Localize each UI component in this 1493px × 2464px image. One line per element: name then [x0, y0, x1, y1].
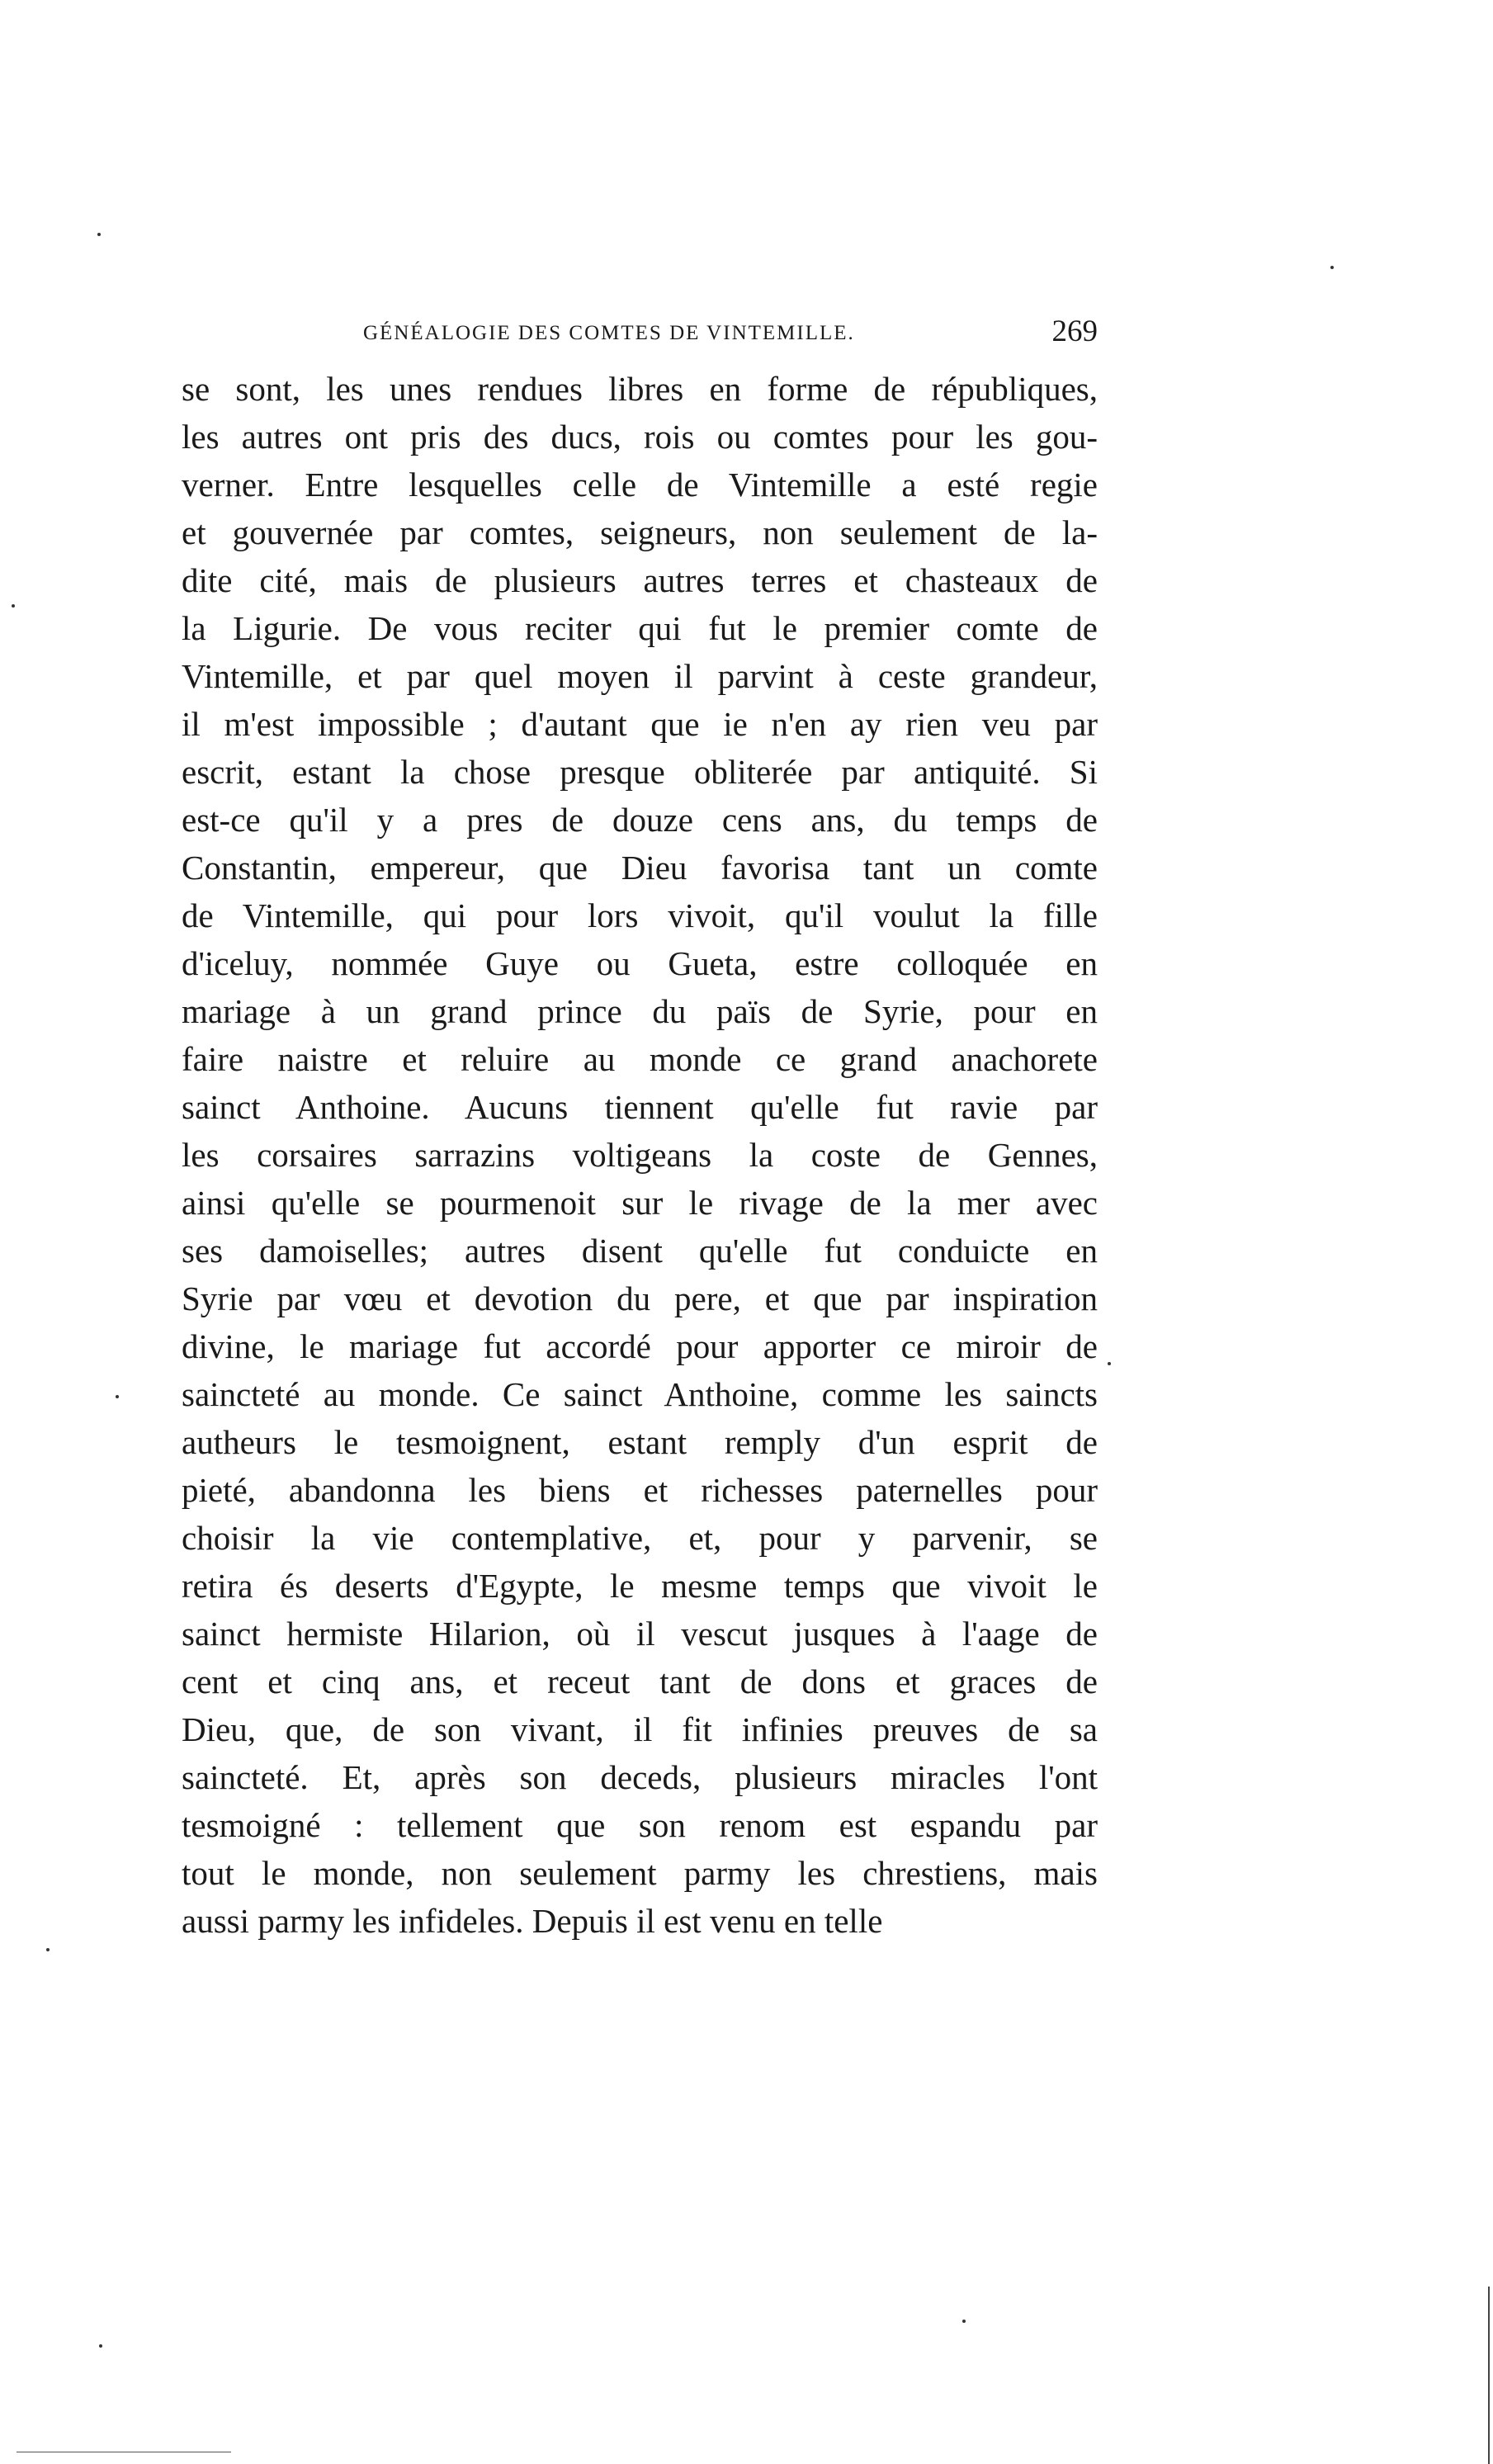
text-line: la Ligurie. De vous reciter qui fut le premier comte de: [182, 609, 1098, 647]
page-number: 269: [1051, 315, 1098, 348]
running-title: GÉNÉALOGIE DES COMTES DE VINTEMILLE.: [363, 322, 855, 344]
text-line: les autres ont pris des ducs, rois ou comtes pour les gou-: [182, 418, 1098, 456]
text-line: divine, le mariage fut accordé pour apporter ce miroir de: [182, 1327, 1098, 1365]
text-line: d'iceluy, nommée Guye ou Gueta, estre colloquée en: [182, 944, 1098, 982]
text-line: sainct Anthoine. Aucuns tiennent qu'elle fut ravie par: [182, 1088, 1098, 1126]
text-line: aussi parmy les infideles. Depuis il est venu en telle: [182, 1902, 883, 1940]
text-line: de Vintemille, qui pour lors vivoit, qu'il voulut la fille: [182, 896, 1098, 934]
text-line: pieté, abandonna les biens et richesses paternelles pour: [182, 1471, 1098, 1509]
page-edge-line: [1488, 2287, 1490, 2464]
text-line: et gouvernée par comtes, seigneurs, non seulement de la-: [182, 513, 1098, 551]
running-head: [198, 314, 1098, 363]
body-text: [182, 365, 1098, 1945]
text-line: faire naistre et reluire au monde ce grand anachorete: [182, 1040, 1098, 1078]
scan-speck: [116, 1395, 119, 1398]
text-line: ainsi qu'elle se pourmenoit sur le rivage de la mer avec: [182, 1184, 1098, 1222]
text-line: se sont, les unes rendues libres en forme de républiques,: [182, 370, 1098, 408]
text-line: dite cité, mais de plusieurs autres terres et chasteaux de: [182, 561, 1098, 599]
text-line: cent et cinq ans, et receut tant de dons et graces de: [182, 1662, 1098, 1700]
text-line: escrit, estant la chose presque obliterée par antiquité. Si: [182, 753, 1098, 791]
text-line: autheurs le tesmoignent, estant remply d'un esprit de: [182, 1423, 1098, 1461]
text-line: tesmoigné : tellement que son renom est espandu par: [182, 1806, 1098, 1844]
text-line: est-ce qu'il y a pres de douze cens ans, du temps de: [182, 801, 1098, 839]
text-line: retira és deserts d'Egypte, le mesme temps que vivoit le: [182, 1567, 1098, 1605]
text-line: sainctеté. Et, après son deceds, plusieurs miracles l'ont: [182, 1758, 1098, 1796]
text-line: les corsaires sarrazins voltigeans la coste de Gennes,: [182, 1136, 1098, 1174]
scan-speck: [46, 1948, 50, 1951]
text-line: Syrie par vœu et devotion du pere, et que par inspiration: [182, 1279, 1098, 1317]
scan-speck: [1330, 266, 1334, 269]
scan-speck: [1108, 1362, 1111, 1365]
text-line: Constantin, empereur, que Dieu favorisa tant un comte: [182, 849, 1098, 887]
scan-speck: [99, 2344, 102, 2348]
scan-speck: [962, 2320, 966, 2323]
text-line: ses damoiselles; autres disent qu'elle fut conduicte en: [182, 1232, 1098, 1270]
text-line: tout le monde, non seulement parmy les chrestiens, mais: [182, 1854, 1098, 1892]
text-line: il m'est impossible ; d'autant que ie n'en ay rien veu par: [182, 705, 1098, 743]
scan-speck: [97, 233, 101, 236]
text-line: verner. Entre lesquelles celle de Vintemille a esté regie: [182, 466, 1098, 504]
text-line: sainctеté au monde. Ce sainct Anthoine, comme les saincts: [182, 1375, 1098, 1413]
text-line: choisir la vie contemplative, et, pour y parvenir, se: [182, 1519, 1098, 1557]
text-line: Dieu, que, de son vivant, il fit infinies preuves de sa: [182, 1710, 1098, 1748]
text-line: sainct hermiste Hilarion, où il vescut jusques à l'aage de: [182, 1615, 1098, 1653]
scan-speck: [12, 604, 15, 608]
text-line: mariage à un grand prince du païs de Syrie, pour en: [182, 992, 1098, 1030]
text-line: Vintemille, et par quel moyen il parvint à ceste grandeur,: [182, 657, 1098, 695]
